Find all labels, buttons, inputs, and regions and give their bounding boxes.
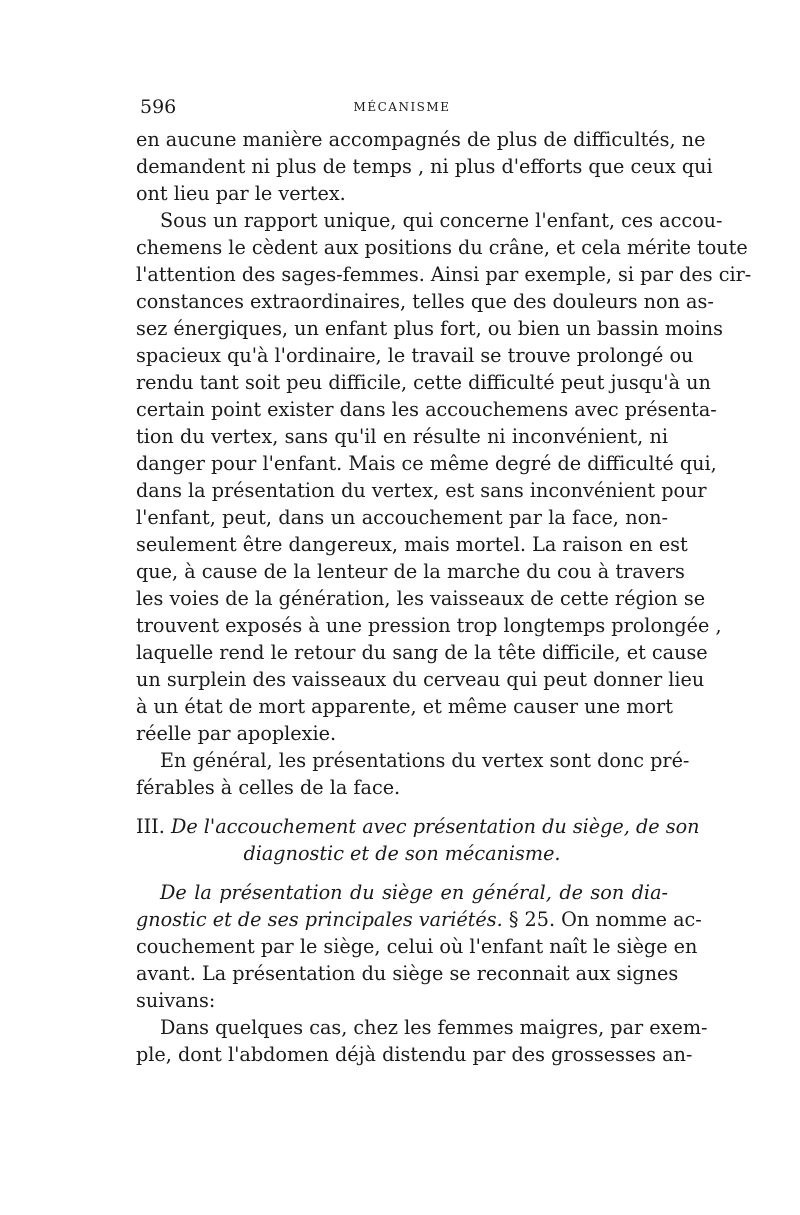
section-reference: § 25. On nomme ac- [502, 908, 702, 931]
subheading-line: De la présentation du siège en général, de son dia- [160, 881, 668, 904]
text-line: rendu tant soit peu difficile, cette difficulté peut jusqu'à un [136, 371, 711, 394]
text-line: seulement être dangereux, mais mortel. La raison en est [136, 533, 688, 556]
text-line: ple, dont l'abdomen déjà distendu par des grossesses an- [136, 1043, 693, 1066]
page [136, 96, 752, 1068]
text-line [136, 906, 702, 933]
text-line: l'enfant, peut, dans un accouchement par la face, non- [136, 506, 668, 529]
subheading-line-end: gnostic et de ses principales variétés. [136, 908, 503, 931]
text-line: couchement par le siège, celui où l'enfant naît le siège en [136, 935, 698, 958]
paragraph-3 [136, 747, 690, 801]
text-line: trouvent exposés à une pression trop longtemps prolongée , [136, 614, 722, 637]
text-line: à un état de mort apparente, et même causer une mort [136, 695, 673, 718]
text-line: sez énergiques, un enfant plus fort, ou bien un bassin moins [136, 317, 723, 340]
text-line: En général, les présentations du vertex sont donc pré- [160, 749, 690, 772]
text-line: un surplein des vaisseaux du cerveau qui peut donner lieu [136, 668, 705, 691]
text-line: dans la présentation du vertex, est sans inconvénient pour [136, 479, 707, 502]
paragraph-1 [136, 126, 713, 207]
paragraph-5 [136, 1014, 708, 1068]
text-line: avant. La présentation du siège se reconnait aux signes [136, 962, 679, 985]
text-line: certain point exister dans les accouchemens avec présenta- [136, 398, 717, 421]
section-number: III. [136, 815, 165, 838]
text-line: férables à celles de la face. [136, 776, 401, 799]
text-line: les voies de la génération, les vaisseaux de cette région se [136, 587, 706, 610]
text-line: danger pour l'enfant. Mais ce même degré de difficulté qui, [136, 452, 717, 475]
page-number: 596 [140, 96, 177, 118]
running-head: MÉCANISME [353, 100, 451, 114]
section-title-line-1: De l'accouchement avec présentation du siège, de son [170, 815, 700, 838]
text-line: suivans: [136, 989, 216, 1012]
text-line: réelle par apoplexie. [136, 722, 337, 745]
text-line: chemens le cèdent aux positions du crâne, et cela mérite toute [136, 236, 748, 259]
paragraph-2 [136, 207, 752, 747]
page-header [136, 96, 668, 126]
text-line: que, à cause de la lenteur de la marche du cou à travers [136, 560, 685, 583]
text-line: Dans quelques cas, chez les femmes maigres, par exem- [160, 1016, 708, 1039]
text-line: tion du vertex, sans qu'il en résulte ni inconvénient, ni [136, 425, 668, 448]
text-line: constances extraordinaires, telles que des douleurs non as- [136, 290, 714, 313]
text-line: en aucune manière accompagnés de plus de difficultés, ne [136, 128, 706, 151]
text-line: spacieux qu'à l'ordinaire, le travail se trouve prolongé ou [136, 344, 694, 367]
section-title-line-2: diagnostic et de son mécanisme. [243, 842, 561, 865]
text-line: laquelle rend le retour du sang de la tête difficile, et cause [136, 641, 708, 664]
paragraph-4 [136, 879, 702, 1014]
section-heading [136, 813, 700, 867]
text-line: l'attention des sages-femmes. Ainsi par exemple, si par des cir- [136, 263, 752, 286]
text-line: Sous un rapport unique, qui concerne l'enfant, ces accou- [160, 209, 723, 232]
text-line: demandent ni plus de temps , ni plus d'efforts que ceux qui [136, 155, 713, 178]
text-line: ont lieu par le vertex. [136, 182, 346, 205]
